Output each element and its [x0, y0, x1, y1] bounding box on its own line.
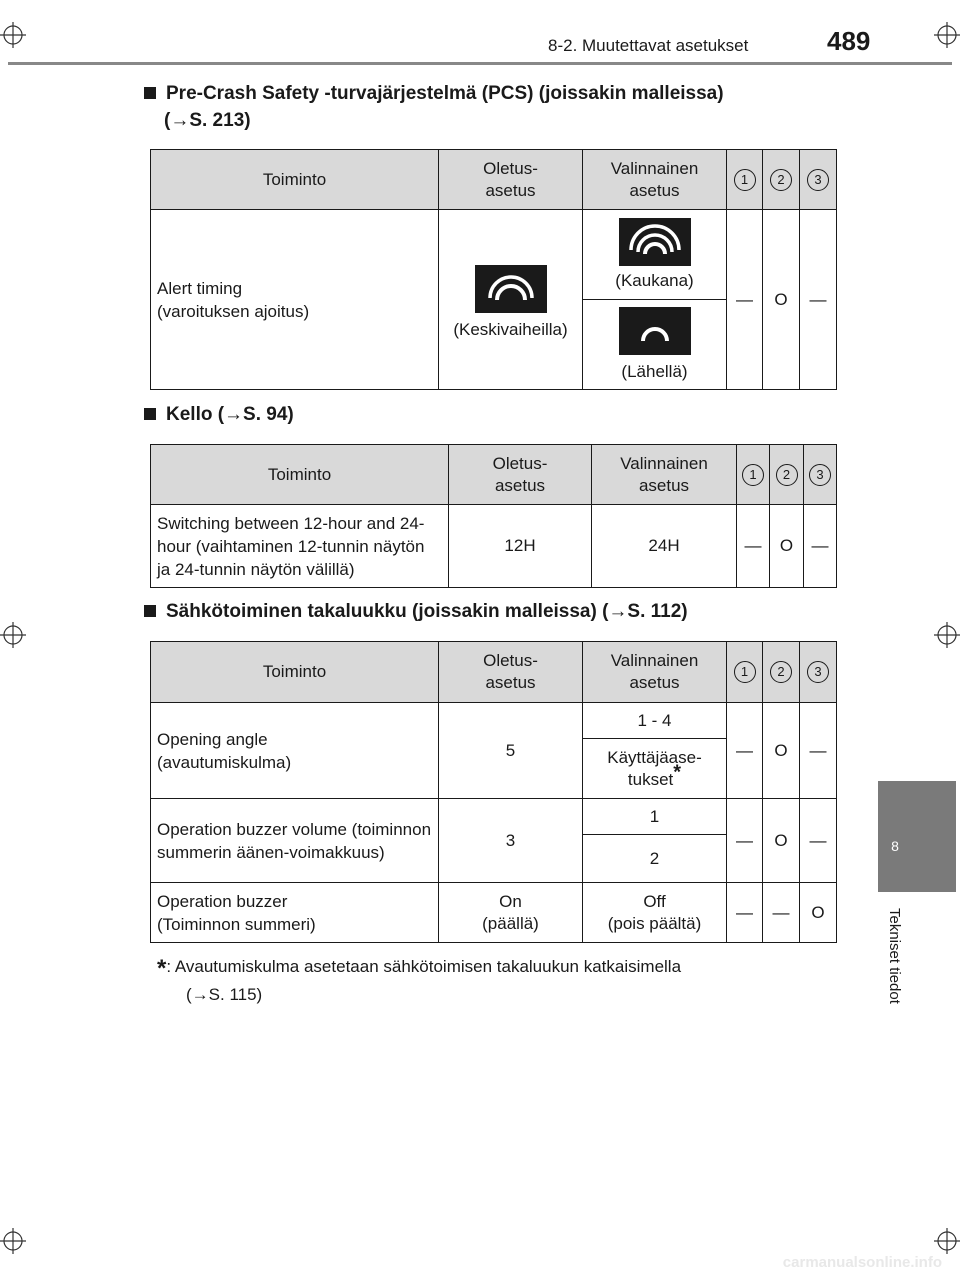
c3-cell: —	[804, 505, 837, 588]
opening-angle-function: Opening angle (avautumiskulma)	[151, 703, 439, 799]
c1-cell: —	[727, 883, 763, 943]
c3-cell: —	[800, 799, 837, 883]
circled-1: 1	[734, 169, 756, 191]
circled-2: 2	[770, 169, 792, 191]
footnote-line2: (→S. 115)	[186, 985, 263, 1004]
default-caption: (Keskivaiheilla)	[453, 320, 568, 339]
section-title-clock	[144, 401, 294, 428]
header-section-title: 8-2. Muutettavat asetukset	[548, 36, 749, 55]
chapter-number: 8	[891, 838, 899, 854]
near-caption: (Lähellä)	[621, 362, 688, 381]
header-optional: Valinnainen asetus	[592, 445, 737, 505]
footnote-text: : Avautumiskulma asetetaan sähkötoimisen takaluukun katkaisimella	[166, 957, 682, 976]
section-title-clock-text: Kello (→S. 94)	[166, 404, 294, 425]
circled-3: 3	[807, 169, 829, 191]
c2-cell: O	[770, 505, 804, 588]
bullet-square-icon	[144, 605, 156, 617]
option-near	[583, 300, 727, 390]
page-number: 489	[827, 26, 871, 56]
header-c2	[763, 642, 800, 703]
header-c1	[727, 642, 763, 703]
header-default: Oletus- asetus	[439, 150, 583, 210]
circled-2: 2	[776, 464, 798, 486]
table-header-row	[151, 445, 837, 505]
c2-cell: O	[763, 703, 800, 799]
c2-cell: O	[763, 799, 800, 883]
crop-mark-icon	[934, 622, 960, 648]
table-row	[151, 703, 837, 739]
c1-cell: —	[727, 703, 763, 799]
c3-cell: —	[800, 210, 837, 390]
header-divider	[8, 62, 952, 65]
bullet-square-icon	[144, 87, 156, 99]
header-c3	[800, 642, 837, 703]
circled-1: 1	[734, 661, 756, 683]
crop-mark-icon	[934, 1228, 960, 1254]
footnote	[157, 954, 681, 1008]
footnote-mark: *	[157, 955, 167, 982]
table-header-row	[151, 642, 837, 703]
header-optional: Valinnainen asetus	[583, 150, 727, 210]
c1-cell: —	[727, 210, 763, 390]
clock-table	[150, 444, 837, 588]
header-c2	[770, 445, 804, 505]
option-far	[583, 210, 727, 300]
chapter-tab	[878, 781, 956, 892]
table-header-row	[151, 150, 837, 210]
header-c3	[800, 150, 837, 210]
buzzer-volume-function: Operation buzzer volume (toiminnon summerin äänen-voimakkuus)	[151, 799, 439, 883]
alert-timing-default	[439, 210, 583, 390]
crop-mark-icon	[0, 22, 26, 48]
buzzer-volume-option1: 1	[583, 799, 727, 835]
crop-mark-icon	[0, 622, 26, 648]
header-function: Toiminto	[151, 642, 439, 703]
header-c1	[727, 150, 763, 210]
clock-default: 12H	[449, 505, 592, 588]
bullet-square-icon	[144, 408, 156, 420]
opening-angle-option2	[583, 739, 727, 799]
c1-cell: —	[737, 505, 770, 588]
header-default: Oletus- asetus	[449, 445, 592, 505]
clock-function: Switching between 12-hour and 24-hour (vaihtaminen 12-tunnin näytön ja 24-tunnin näytön välillä)	[151, 505, 449, 588]
c2-cell: —	[763, 883, 800, 943]
buzzer-default: On (päällä)	[439, 883, 583, 943]
table-row	[151, 883, 837, 943]
table-row	[151, 210, 837, 300]
buzzer-function: Operation buzzer (Toiminnon summeri)	[151, 883, 439, 943]
opening-angle-option1: 1 - 4	[583, 703, 727, 739]
header-function: Toiminto	[151, 150, 439, 210]
c1-cell: —	[727, 799, 763, 883]
buzzer-optional: Off (pois päältä)	[583, 883, 727, 943]
header-function: Toiminto	[151, 445, 449, 505]
section-title-tailgate-text: Sähkötoiminen takaluukku (joissakin malleissa) (→S. 112)	[166, 601, 688, 622]
footnote-line1	[157, 954, 681, 982]
circled-1: 1	[742, 464, 764, 486]
circled-3: 3	[809, 464, 831, 486]
chapter-label-text: Tekniset tiedot	[886, 908, 903, 1004]
section-title-pcs	[144, 80, 724, 134]
buzzer-volume-option2: 2	[583, 835, 727, 883]
far-caption: (Kaukana)	[615, 271, 694, 290]
circled-3: 3	[807, 661, 829, 683]
section-title-pcs-line1: Pre-Crash Safety -turvajärjestelmä (PCS) (joissakin malleissa)	[166, 83, 724, 104]
arc-far-icon	[619, 218, 691, 266]
header-c1	[737, 445, 770, 505]
circled-2: 2	[770, 661, 792, 683]
c3-cell: —	[800, 703, 837, 799]
chapter-label	[880, 908, 910, 1038]
section-title-pcs-line2: (→S. 213)	[164, 110, 251, 131]
header-default: Oletus- asetus	[439, 642, 583, 703]
asterisk-mark: *	[673, 760, 682, 783]
alert-timing-function: Alert timing (varoituksen ajoitus)	[151, 210, 439, 390]
table-row	[151, 505, 837, 588]
arc-medium-icon	[475, 265, 547, 313]
c3-cell: O	[800, 883, 837, 943]
watermark: carmanualsonline.info	[782, 1254, 942, 1271]
crop-mark-icon	[934, 22, 960, 48]
header-optional: Valinnainen asetus	[583, 642, 727, 703]
opening-angle-option2-text: Käyttäjäase- tukset	[607, 747, 702, 789]
c2-cell: O	[763, 210, 800, 390]
header-c3	[804, 445, 837, 505]
opening-angle-default: 5	[439, 703, 583, 799]
section-title-tailgate	[144, 598, 688, 625]
tailgate-table	[150, 641, 837, 943]
clock-optional: 24H	[592, 505, 737, 588]
buzzer-volume-default: 3	[439, 799, 583, 883]
arc-near-icon	[619, 307, 691, 355]
header-c2	[763, 150, 800, 210]
pcs-table	[150, 149, 837, 390]
crop-mark-icon	[0, 1228, 26, 1254]
table-row	[151, 799, 837, 835]
